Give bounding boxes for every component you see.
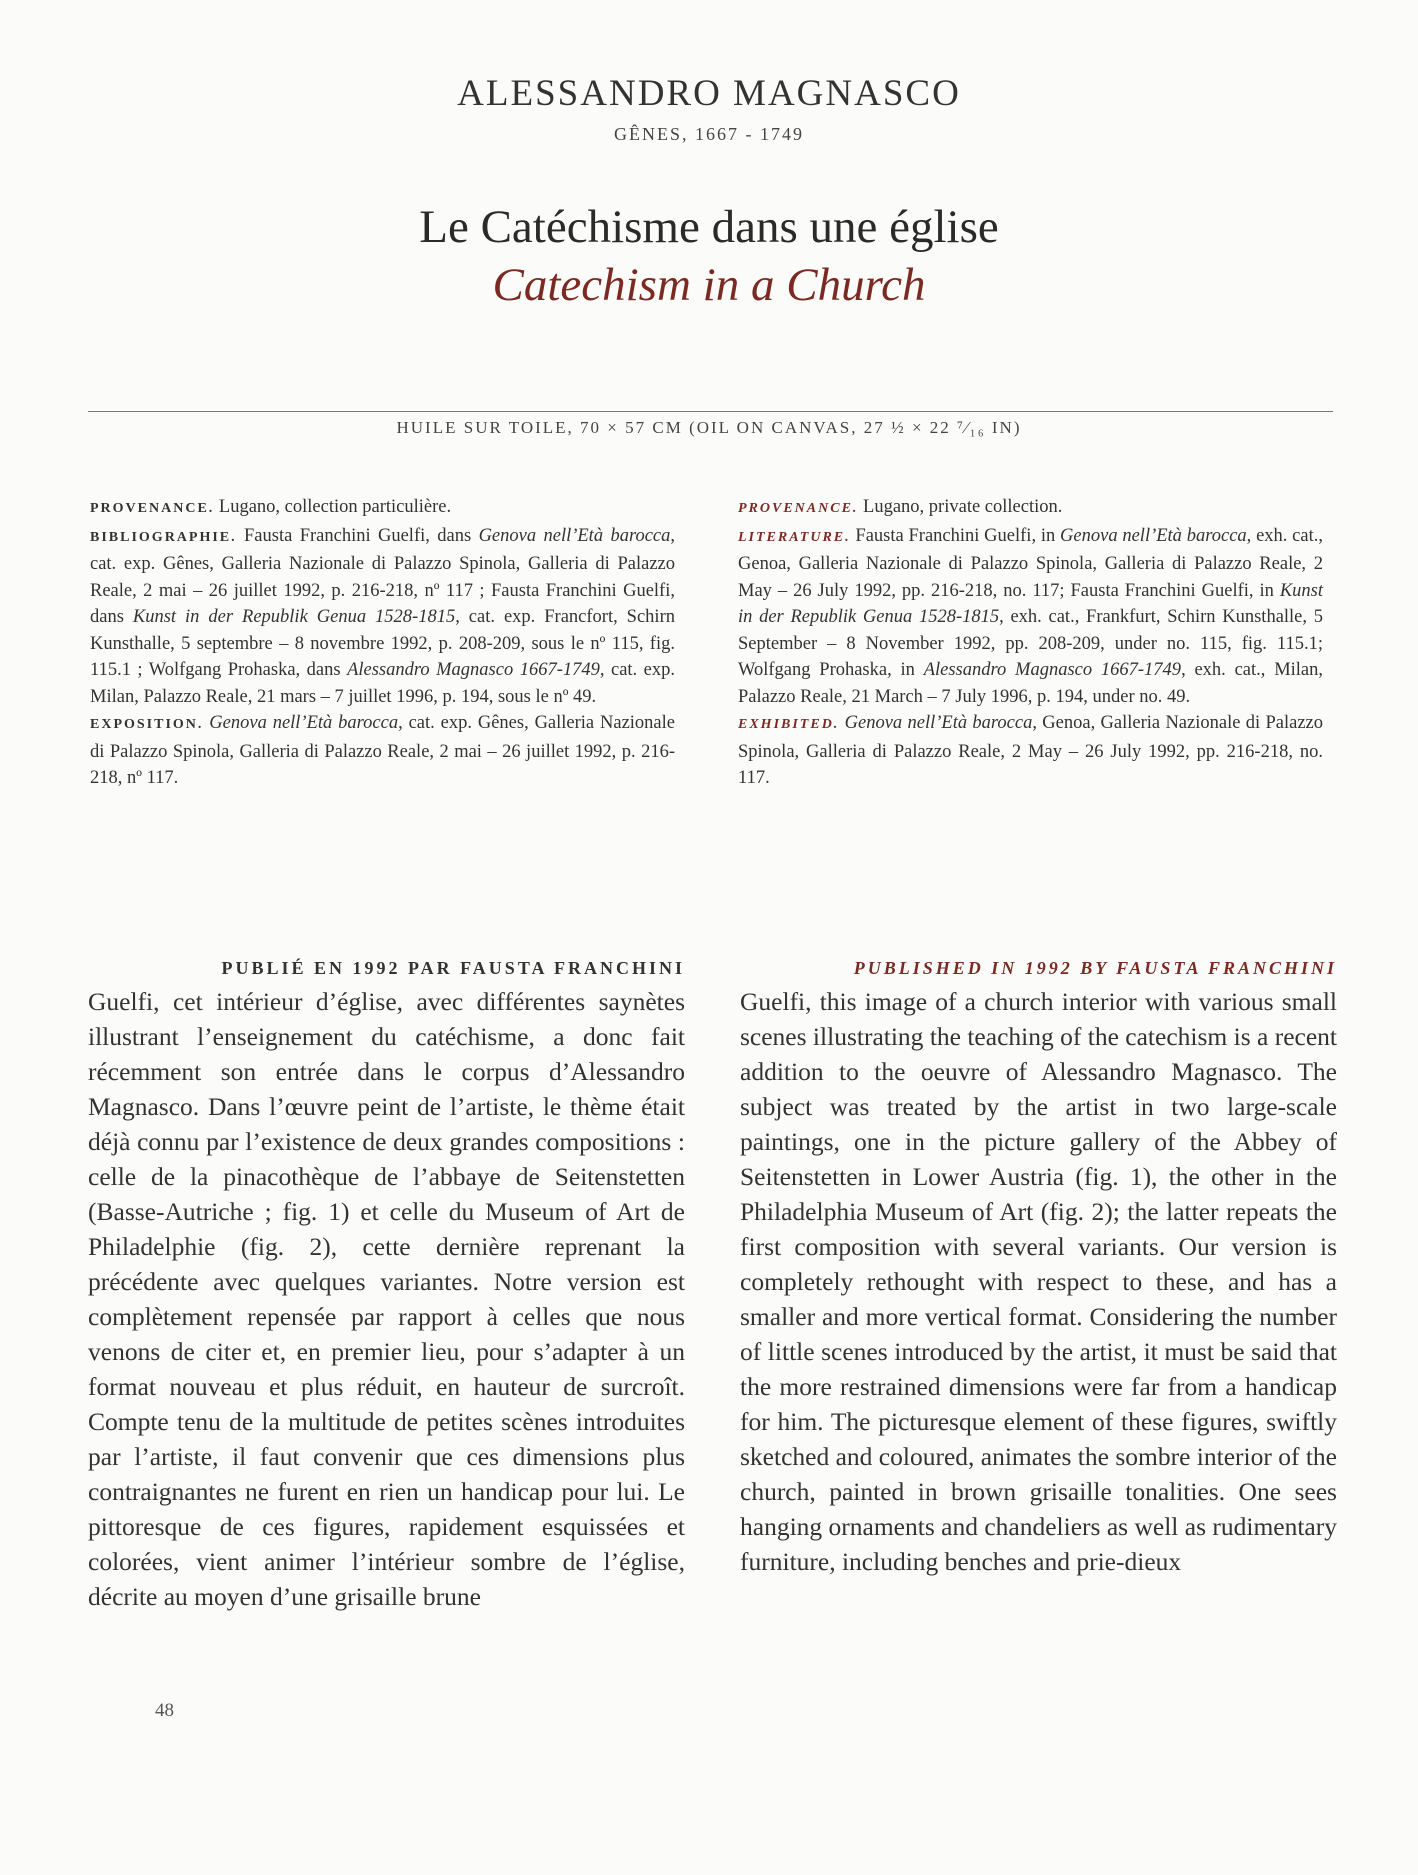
bibliography-title: Genova nell’Età barocca: [478, 525, 671, 546]
exhibited-text: , Genoa, Galleria Nazionale di Palazzo Spinola, Galleria di Palazzo Reale, 2 May – 26 July 1992, pp. 216-218, no. 117.: [738, 713, 1323, 788]
exhibition-label: EXPOSITION.: [90, 717, 204, 732]
page-number: 48: [155, 1700, 174, 1721]
provenance-label: PROVENANCE.: [738, 501, 859, 516]
literature-title: Alessandro Magnasco 1667-1749: [923, 660, 1182, 680]
bibliography-title: Kunst in der Republik Genua 1528-1815: [132, 607, 456, 627]
literature-title: Genova nell’Età barocca: [1060, 525, 1247, 546]
medium-dimensions: HUILE SUR TOILE, 70 × 57 CM (OIL ON CANVAS, 27 ½ × 22 ⁷⁄₁₆ IN): [396, 418, 1022, 437]
exhibition-text: , cat. exp. Gênes, Galleria Nazionale di Palazzo Spinola, Galleria di Palazzo Reale, 2 mai – 26 juillet 1992, p. 216-218, nº 117.: [90, 713, 675, 788]
artist-origin-dates: GÊNES, 1667 - 1749: [614, 124, 804, 144]
bibliography-text: , cat. exp. Gênes, Galleria Nazionale di Palazzo Spinola, Galleria di Palazzo Reale, 2 mai – 26 juillet 1992, p. 216-218, nº 117 ; Fausta Franchini Guelfi, dans: [90, 525, 676, 627]
essay-french: [88, 954, 685, 1614]
provenance-entry: [90, 494, 675, 523]
title-english: Catechism in a Church: [492, 259, 926, 311]
exhibited-label: EXHIBITED.: [738, 717, 840, 732]
exhibition-title: Genova nell’Età barocca: [203, 713, 399, 733]
essay-lead-in: PUBLISHED IN 1992 BY FAUSTA FRANCHINI: [853, 958, 1337, 978]
provenance-text: Lugano, collection particulière.: [214, 497, 452, 517]
literature-text: Fausta Franchini Guelfi, in: [850, 525, 1061, 546]
artist-name: ALESSANDRO MAGNASCO: [457, 73, 961, 114]
essay-paragraph: Guelfi, cet intérieur d’église, avec différentes saynètes illustrant l’enseignement du catéchisme, a donc fait récemment son entrée dans le corpus d’Alessandro Magnasco. Dans l’œuvre peint de l’artiste, le thème était déjà connu par l’existence de deux grandes compositions : celle de la pinacothèque de l’abbaye de Seitenstetten (Basse-Autriche ; fig. 1) et celle du Museum of Art de Philadelphie (fig. 2), cette dernière reprenant la précédente avec quelques variantes. Notre version est complètement repensée par rapport à celles que nous venons de citer et, en premier lieu, pour s’adapter à un format nouveau et plus réduit, en hauteur de surcroît. Compte tenu de la multitude de petites scènes introduites par l’artiste, il faut convenir que ces dimensions plus contraignantes ne furent en rien un handicap pour lui. Le pittoresque de ces figures, rapidement esquissées et colorées, vient animer l’intérieur sombre de l’église, décrite au moyen d’une grisaille brune: [88, 987, 685, 1611]
title-french: Le Catéchisme dans une église: [419, 201, 999, 253]
literature-title: Kunst in der Republik Genua 1528-1815: [738, 580, 1323, 627]
exhibition-entry: [90, 710, 675, 792]
provenance-label: PROVENANCE.: [90, 501, 215, 516]
bibliography-text: , cat. exp. Milan, Palazzo Reale, 21 mars – 7 juillet 1996, p. 194, sous le nº 49.: [90, 660, 676, 707]
literature-text: , exh. cat., Frankfurt, Schirn Kunsthalle, 5 September – 8 November 1992, pp. 208-209, under no. 115, fig. 115.1; Wolfgang Prohaska, in: [738, 607, 1323, 680]
literature-text: , exh. cat., Milan, Palazzo Reale, 21 March – 7 July 1996, p. 194, under no. 49.: [738, 660, 1324, 707]
essay-lead-in: PUBLIÉ EN 1992 PAR FAUSTA FRANCHINI: [221, 958, 685, 978]
essay-english: [740, 954, 1337, 1579]
provenance-text: Lugano, private collection.: [858, 497, 1063, 517]
bibliography-entry: [90, 523, 675, 711]
metadata-french: [90, 494, 675, 792]
essay-paragraph: Guelfi, this image of a church interior with various small scenes illustrating the teaching of the catechism is a recent addition to the oeuvre of Alessandro Magnasco. The subject was treated by the artist in two large-scale paintings, one in the picture gallery of the Abbey of Seitenstetten in Lower Austria (fig. 1), the other in the Philadelphia Museum of Art (fig. 2); the latter repeats the first composition with several variants. Our version is completely rethought with respect to these, and has a smaller and more vertical format. Considering the number of little scenes introduced by the artist, it must be said that the more restrained dimensions were far from a handicap for him. The picturesque element of these figures, swiftly sketched and coloured, animates the sombre interior of the church, painted in brown grisaille tonalities. One sees hanging ornaments and chandeliers as well as rudimentary furniture, including benches and prie-dieux: [740, 987, 1337, 1576]
divider-rule: [88, 411, 1333, 412]
provenance-entry: [738, 494, 1323, 523]
literature-entry: [738, 523, 1323, 711]
literature-text: , exh. cat., Genoa, Galleria Nazionale di Palazzo Spinola, Galleria di Palazzo Reale, 2 May – 26 July 1992, pp. 216-218, no. 117; Fausta Franchini Guelfi, in: [738, 525, 1323, 601]
exhibited-title: Genova nell’Età barocca: [839, 713, 1033, 733]
bibliography-text: , cat. exp. Francfort, Schirn Kunsthalle, 5 septembre – 8 novembre 1992, p. 208-209, sous le nº 115, fig. 115.1 ; Wolfgang Prohaska, dans: [90, 607, 675, 680]
exhibited-entry: [738, 710, 1323, 792]
bibliography-label: BIBLIOGRAPHIE.: [90, 529, 237, 545]
bibliography-title: Alessandro Magnasco 1667-1749: [347, 660, 600, 680]
metadata-english: [738, 494, 1323, 792]
literature-label: LITERATURE.: [738, 529, 851, 545]
bibliography-text: Fausta Franchini Guelfi, dans: [236, 525, 479, 546]
